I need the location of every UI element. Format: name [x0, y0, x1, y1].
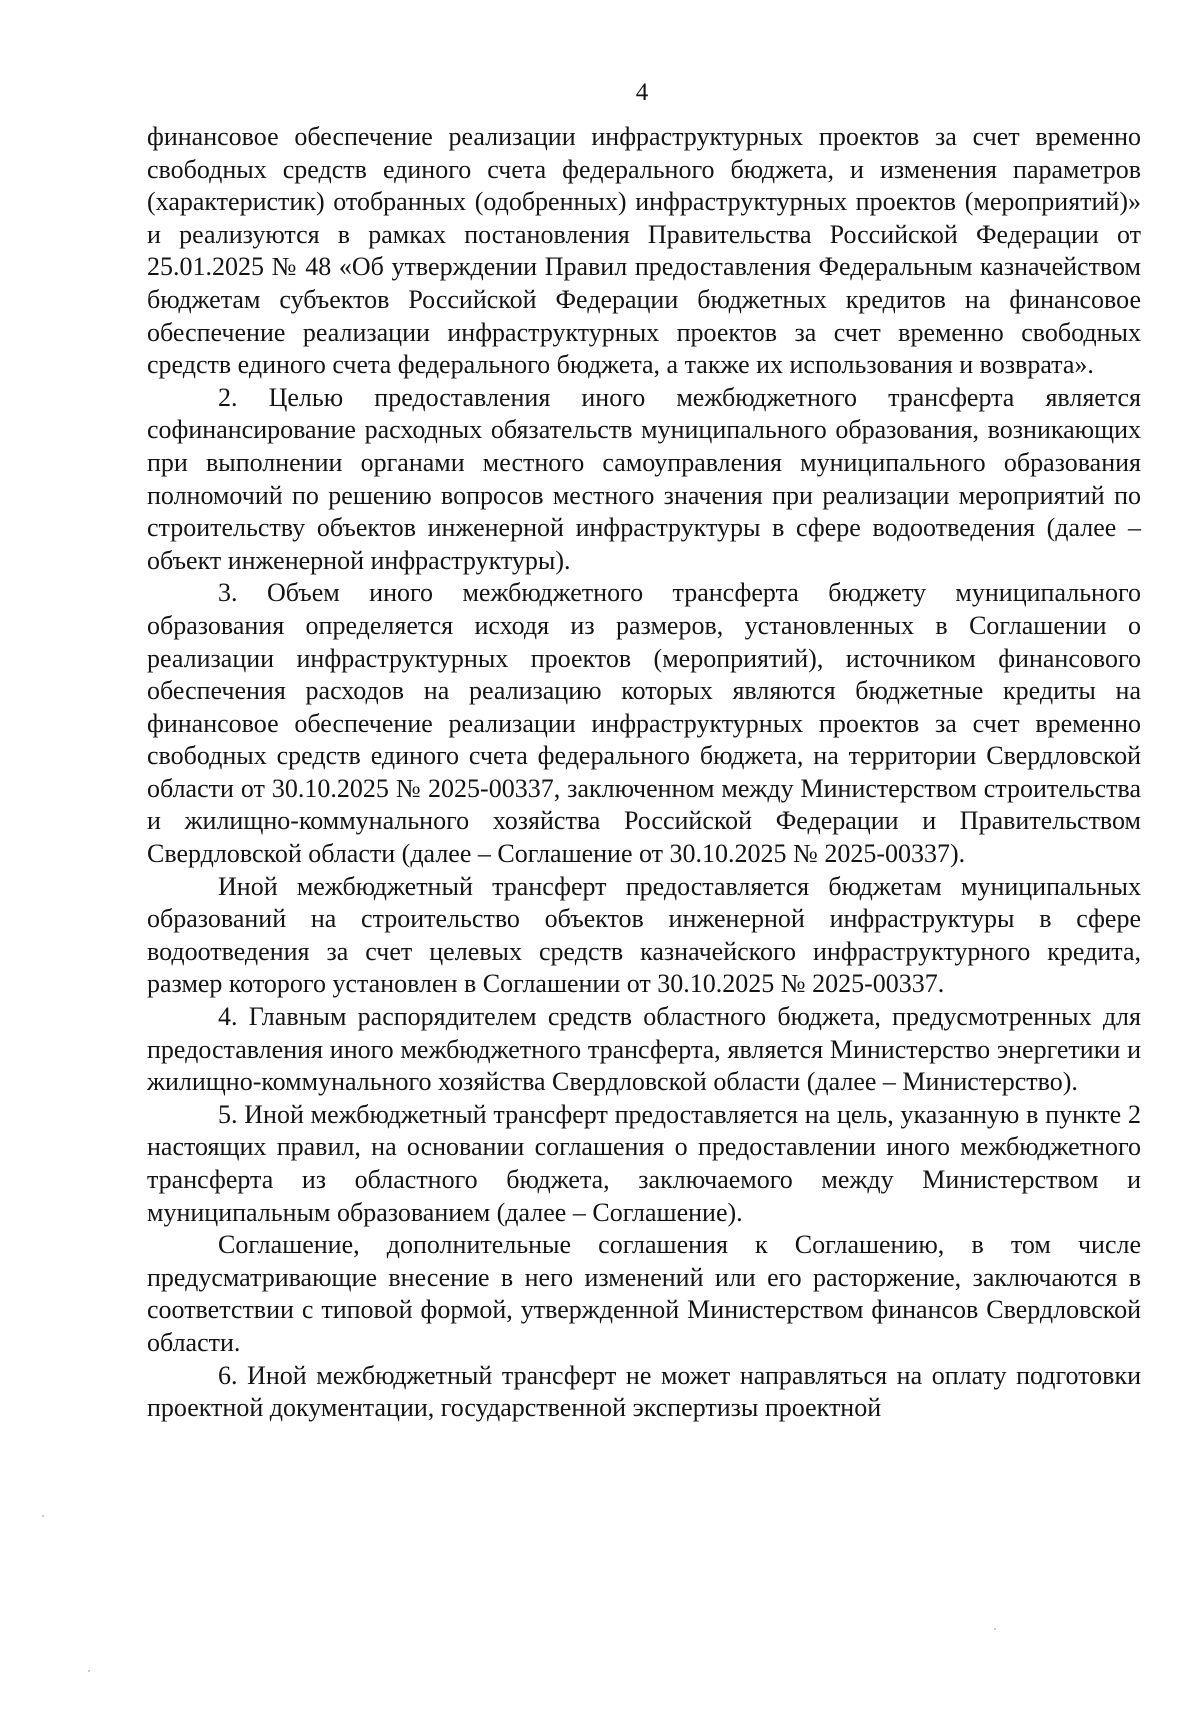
- paragraph-item-5-continued: Соглашение, дополнительные соглашения к Соглашению, в том числе предусматривающие внесение в него изменений или его расторжение, заключаются в соответствии с типовой формой, утвержденной Министерством финансов Свердловской области.: [147, 1230, 1141, 1357]
- paragraph-item-2: 2. Целью предоставления иного межбюджетного трансферта является софинансирование расходных обязательств муниципального образования, возникающих при выполнении органами местного самоуправления муниципального образования полномочий по решению вопросов местного значения при реализации мероприятий по строительству объектов инженерной инфраструктуры в сфере водоотведения (далее – объект инженерной инфраструктуры).: [147, 382, 1141, 575]
- scan-speck: [994, 1628, 996, 1630]
- scan-speck: [88, 1670, 90, 1672]
- document-body: [147, 121, 1141, 1425]
- paragraph-item-5: 5. Иной межбюджетный трансферт предоставляется на цель, указанную в пункте 2 настоящих правил, на основании соглашения о предоставлении иного межбюджетного трансферта из областного бюджета, заключаемого между Министерством и муниципальным образованием (далее – Соглашение).: [147, 1099, 1141, 1227]
- page-number: 4: [635, 79, 649, 106]
- paragraph-item-6: 6. Иной межбюджетный трансферт не может направляться на оплату подготовки проектной документации, государственной экспертизы проектной: [147, 1360, 1141, 1423]
- paragraph-item-4: 4. Главным распорядителем средств областного бюджета, предусмотренных для предоставления иного межбюджетного трансферта, является Министерство энергетики и жилищно-коммунального хозяйства Свердловской области (далее – Министерство).: [147, 1002, 1141, 1097]
- paragraph-item-3: 3. Объем иного межбюджетного трансферта бюджету муниципального образования определяется исходя из размеров, установленных в Соглашении о реализации инфраструктурных проектов (мероприятий), источником финансового обеспечения расходов на реализацию которых являются бюджетные кредиты на финансовое обеспечение реализации инфраструктурных проектов за счет временно свободных средств единого счета федерального бюджета, на территории Свердловской области от 30.10.2025 № 2025-00337, заключенном между Министерством строительства и жилищно-коммунального хозяйства Российской Федерации и Правительством Свердловской области (далее – Соглашение от 30.10.2025 № 2025-00337).: [147, 578, 1141, 869]
- paragraph-item-3-continued: Иной межбюджетный трансферт предоставляется бюджетам муниципальных образований на строительство объектов инженерной инфраструктуры в сфере водоотведения за счет целевых средств казначейского инфраструктурного кредита, размер которого установлен в Соглашении от 30.10.2025 № 2025-00337.: [147, 871, 1141, 999]
- paragraph-continuation: финансовое обеспечение реализации инфраструктурных проектов за счет временно свободных средств единого счета федерального бюджета, и изменения параметров (характеристик) отобранных (одобренных) инфраструктурных проектов (мероприятий)» и реализуются в рамках постановления Правительства Российской Федерации от 25.01.2025 № 48 «Об утверждении Правил предоставления Федеральным казначейством бюджетам субъектов Российской Федерации бюджетных кредитов на финансовое обеспечение реализации инфраструктурных проектов за счет временно свободных средств единого счета федерального бюджета, а также их использования и возврата».: [147, 122, 1141, 380]
- scan-speck: [42, 1515, 44, 1517]
